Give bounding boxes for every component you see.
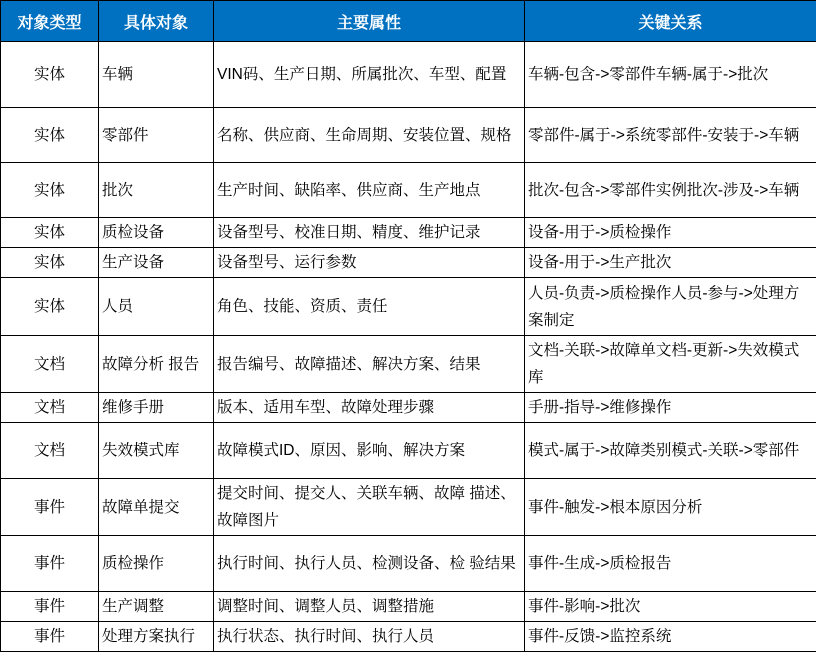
cell-object-type: 实体 [1, 163, 99, 218]
cell-main-attributes: 设备型号、运行参数 [214, 248, 525, 278]
table-row [1, 423, 816, 479]
table-row [1, 592, 816, 622]
cell-specific-object: 车辆 [99, 42, 214, 108]
cell-main-attributes: 执行时间、执行人员、检测设备、检 验结果 [214, 536, 525, 592]
cell-main-attributes: 报告编号、故障描述、解决方案、结果 [214, 336, 525, 393]
table-row [1, 42, 816, 108]
cell-main-attributes: 设备型号、校准日期、精度、维护记录 [214, 218, 525, 248]
table-body [1, 42, 816, 652]
cell-main-attributes: 版本、适用车型、故障处理步骤 [214, 393, 525, 423]
cell-specific-object: 故障分析 报告 [99, 336, 214, 393]
table-row [1, 218, 816, 248]
cell-key-relations: 设备-用于->质检操作 [525, 218, 816, 248]
cell-key-relations: 零部件-属于->系统零部件-安装于->车辆 [525, 108, 816, 163]
header-row [1, 1, 816, 42]
table-header [1, 1, 816, 42]
cell-main-attributes: 生产时间、缺陷率、供应商、生产地点 [214, 163, 525, 218]
cell-object-type: 实体 [1, 278, 99, 336]
cell-specific-object: 失效模式库 [99, 423, 214, 479]
cell-main-attributes: 调整时间、调整人员、调整措施 [214, 592, 525, 622]
cell-key-relations: 事件-触发->根本原因分析 [525, 479, 816, 536]
cell-key-relations: 模式-属于->故障类别模式-关联->零部件 [525, 423, 816, 479]
cell-object-type: 文档 [1, 336, 99, 393]
cell-key-relations: 事件-生成->质检报告 [525, 536, 816, 592]
table-row [1, 479, 816, 536]
column-header-key-relations: 关键关系 [525, 1, 816, 42]
cell-object-type: 实体 [1, 248, 99, 278]
cell-object-type: 事件 [1, 592, 99, 622]
cell-specific-object: 故障单提交 [99, 479, 214, 536]
cell-object-type: 事件 [1, 479, 99, 536]
table-row [1, 336, 816, 393]
table-row [1, 278, 816, 336]
cell-specific-object: 质检操作 [99, 536, 214, 592]
cell-object-type: 实体 [1, 108, 99, 163]
table-row [1, 622, 816, 652]
cell-key-relations: 手册-指导->维修操作 [525, 393, 816, 423]
cell-specific-object: 质检设备 [99, 218, 214, 248]
cell-main-attributes: 角色、技能、资质、责任 [214, 278, 525, 336]
cell-object-type: 事件 [1, 622, 99, 652]
cell-key-relations: 批次-包含->零部件实例批次-涉及->车辆 [525, 163, 816, 218]
cell-main-attributes: 提交时间、提交人、关联车辆、故障 描述、故障图片 [214, 479, 525, 536]
column-header-object-type: 对象类型 [1, 1, 99, 42]
cell-main-attributes: 名称、供应商、生命周期、安装位置、规格 [214, 108, 525, 163]
cell-key-relations: 车辆-包含->零部件车辆-属于->批次 [525, 42, 816, 108]
column-header-specific-object: 具体对象 [99, 1, 214, 42]
cell-object-type: 实体 [1, 218, 99, 248]
cell-key-relations: 事件-影响->批次 [525, 592, 816, 622]
cell-key-relations: 设备-用于->生产批次 [525, 248, 816, 278]
cell-object-type: 文档 [1, 393, 99, 423]
cell-main-attributes: 故障模式ID、原因、影响、解决方案 [214, 423, 525, 479]
cell-key-relations: 人员-负责->质检操作人员-参与->处理方案制定 [525, 278, 816, 336]
cell-key-relations: 事件-反馈->监控系统 [525, 622, 816, 652]
cell-specific-object: 人员 [99, 278, 214, 336]
table-row [1, 163, 816, 218]
cell-key-relations: 文档-关联->故障单文档-更新->失效模式库 [525, 336, 816, 393]
table-row [1, 536, 816, 592]
table-row [1, 393, 816, 423]
cell-object-type: 实体 [1, 42, 99, 108]
cell-specific-object: 零部件 [99, 108, 214, 163]
cell-object-type: 文档 [1, 423, 99, 479]
table-row [1, 108, 816, 163]
cell-main-attributes: 执行状态、执行时间、执行人员 [214, 622, 525, 652]
cell-specific-object: 批次 [99, 163, 214, 218]
table-row [1, 248, 816, 278]
column-header-main-attributes: 主要属性 [214, 1, 525, 42]
cell-specific-object: 处理方案执行 [99, 622, 214, 652]
cell-specific-object: 生产设备 [99, 248, 214, 278]
cell-specific-object: 维修手册 [99, 393, 214, 423]
cell-object-type: 事件 [1, 536, 99, 592]
cell-main-attributes: VIN码、生产日期、所属批次、车型、配置 [214, 42, 525, 108]
cell-specific-object: 生产调整 [99, 592, 214, 622]
